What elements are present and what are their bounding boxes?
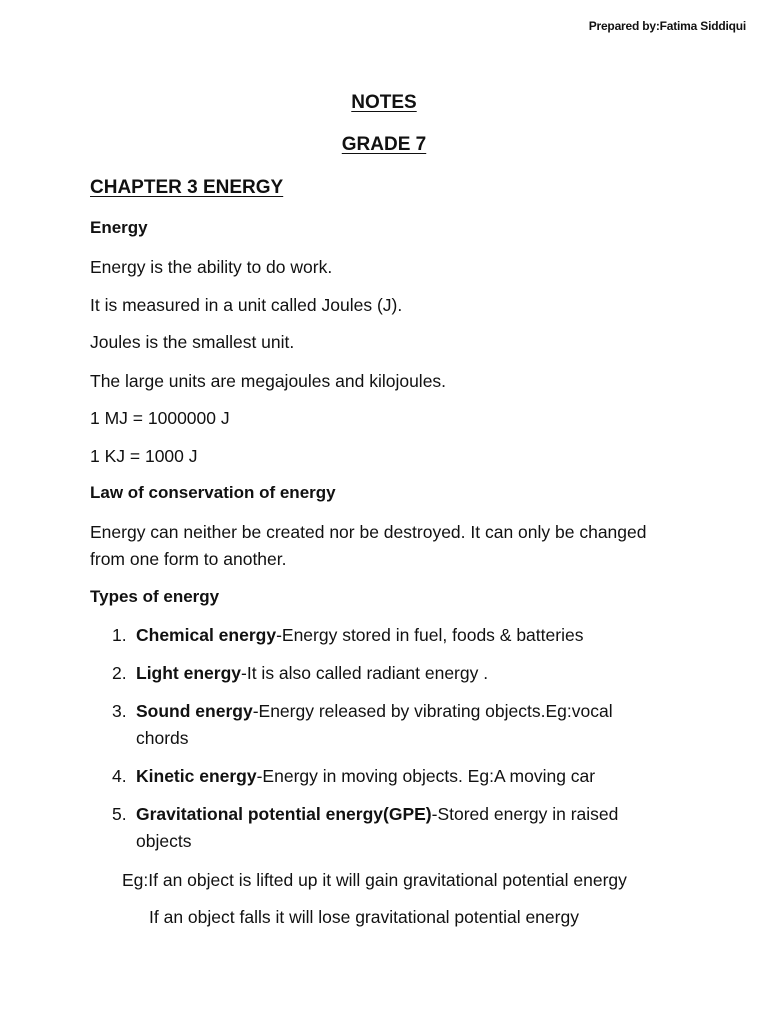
list-item-term: Chemical energy bbox=[136, 625, 277, 645]
kilojoule-conversion: 1 KJ = 1000 J bbox=[90, 446, 198, 466]
list-item-continuation: chords bbox=[136, 728, 189, 748]
list-item-description: -Energy released by vibrating objects.Eg:vocal bbox=[252, 701, 613, 721]
list-item-continuation: objects bbox=[136, 831, 192, 851]
grade-title: GRADE 7 bbox=[341, 134, 427, 155]
list-item-description: -It is also called radiant energy . bbox=[241, 663, 489, 683]
notes-title: NOTES bbox=[351, 92, 417, 113]
law-text-line-1: Energy can neither be created nor be destroyed. It can only be changed bbox=[90, 522, 647, 542]
list-item-number: 3. bbox=[112, 701, 127, 721]
gpe-example-lose: If an object falls it will lose gravitational potential energy bbox=[149, 907, 579, 927]
list-item-number: 4. bbox=[112, 766, 127, 786]
energy-definition: Energy is the ability to do work. bbox=[90, 257, 333, 277]
list-item bbox=[136, 762, 595, 790]
gpe-example-gain: Eg:If an object is lifted up it will gain gravitational potential energy bbox=[122, 870, 627, 890]
megajoule-conversion: 1 MJ = 1000000 J bbox=[90, 408, 230, 428]
energy-smallest-unit: Joules is the smallest unit. bbox=[90, 332, 295, 352]
chapter-title: CHAPTER 3 ENERGY bbox=[90, 177, 284, 198]
list-item bbox=[136, 800, 618, 828]
list-item-description: -Stored energy in raised bbox=[431, 804, 619, 824]
list-item-term: Sound energy bbox=[136, 701, 253, 721]
list-item-number: 5. bbox=[112, 804, 127, 824]
list-item-term: Kinetic energy bbox=[136, 766, 257, 786]
list-item-number: 2. bbox=[112, 663, 127, 683]
list-item-number: 1. bbox=[112, 625, 127, 645]
energy-heading: Energy bbox=[90, 218, 148, 237]
energy-unit: It is measured in a unit called Joules (J). bbox=[90, 295, 403, 315]
list-item-term: Gravitational potential energy(GPE) bbox=[136, 804, 432, 824]
list-item bbox=[136, 697, 613, 725]
prepared-by-header: Prepared by:Fatima Siddiqui bbox=[588, 19, 746, 33]
types-heading: Types of energy bbox=[90, 587, 220, 606]
list-item-description: -Energy stored in fuel, foods & batteries bbox=[276, 625, 584, 645]
law-text-line-2: from one form to another. bbox=[90, 549, 287, 569]
list-item-description: -Energy in moving objects. Eg:A moving car bbox=[256, 766, 596, 786]
list-item bbox=[136, 659, 488, 687]
energy-large-units: The large units are megajoules and kilojoules. bbox=[90, 371, 447, 391]
list-item-term: Light energy bbox=[136, 663, 242, 683]
list-item bbox=[136, 621, 583, 649]
law-heading: Law of conservation of energy bbox=[90, 483, 336, 502]
